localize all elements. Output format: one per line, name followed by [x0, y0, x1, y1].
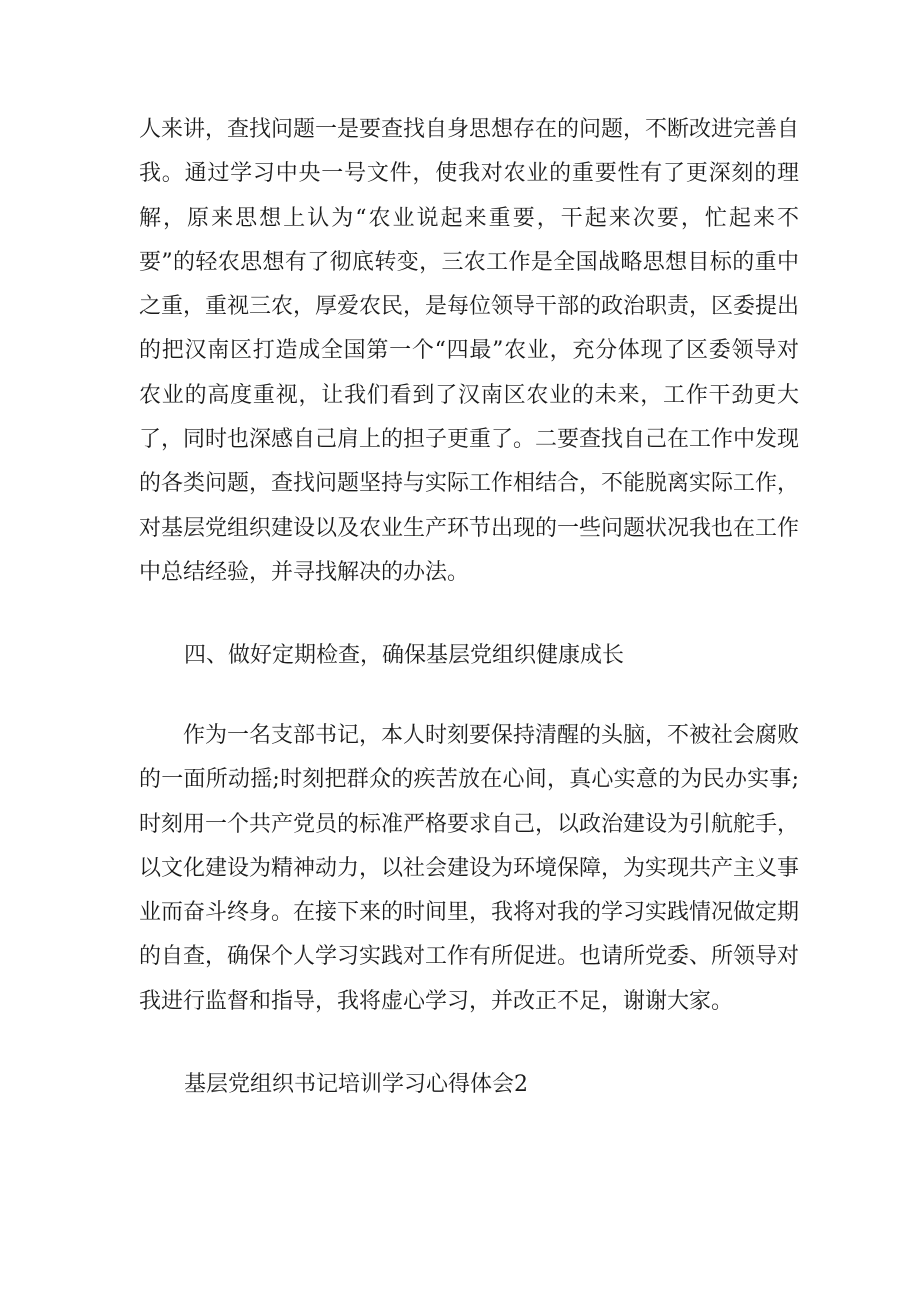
body-paragraph-continued: 人来讲，查找问题一是要查找自身思想存在的问题，不断改进完善自我。通过学习中央一号文件，使我对农业的重要性有了更深刻的理解，原来思想上认为“农业说起来重要，干起来次要，忙起来不要”的轻农思想有了彻底转变，三农工作是全国战略思想目标的重中之重，重视三农，厚爱农民，是每位领导干部的政治职责，区委提出的把汉南区打造成全国第一个“四最”农业，充分体现了区委领导对农业的高度重视，让我们看到了汉南区农业的未来，工作干劲更大了，同时也深感自己肩上的担子更重了。二要查找自己在工作中发现的各类问题，查找问题坚持与实际工作相结合，不能脱离实际工作，对基层党组织建设以及农业生产环节出现的一些问题状况我也在工作中总结经验，并寻找解决的办法。: [139, 117, 800, 585]
article-subtitle: 基层党组织书记培训学习心得体会2: [184, 1072, 528, 1097]
body-paragraph-branch-secretary: 作为一名支部书记，本人时刻要保持清醒的头脑，不被社会腐败的一面所动摇;时刻把群众的疾苦放在心间，真心实意的为民办实事;时刻用一个共产党员的标准严格要求自己，以政治建设为引航舵手，以文化建设为精神动力，以社会建设为环境保障，为实现共产主义事业而奋斗终身。在接下来的时间里，我将对我的学习实践情况做定期的自查，确保个人学习实践对工作有所促进。也请所党委、所领导对我进行监督和指导，我将虚心学习，并改正不足，谢谢大家。: [139, 723, 800, 1014]
section-heading-four: 四、做好定期检查，确保基层党组织健康成长: [184, 643, 625, 668]
